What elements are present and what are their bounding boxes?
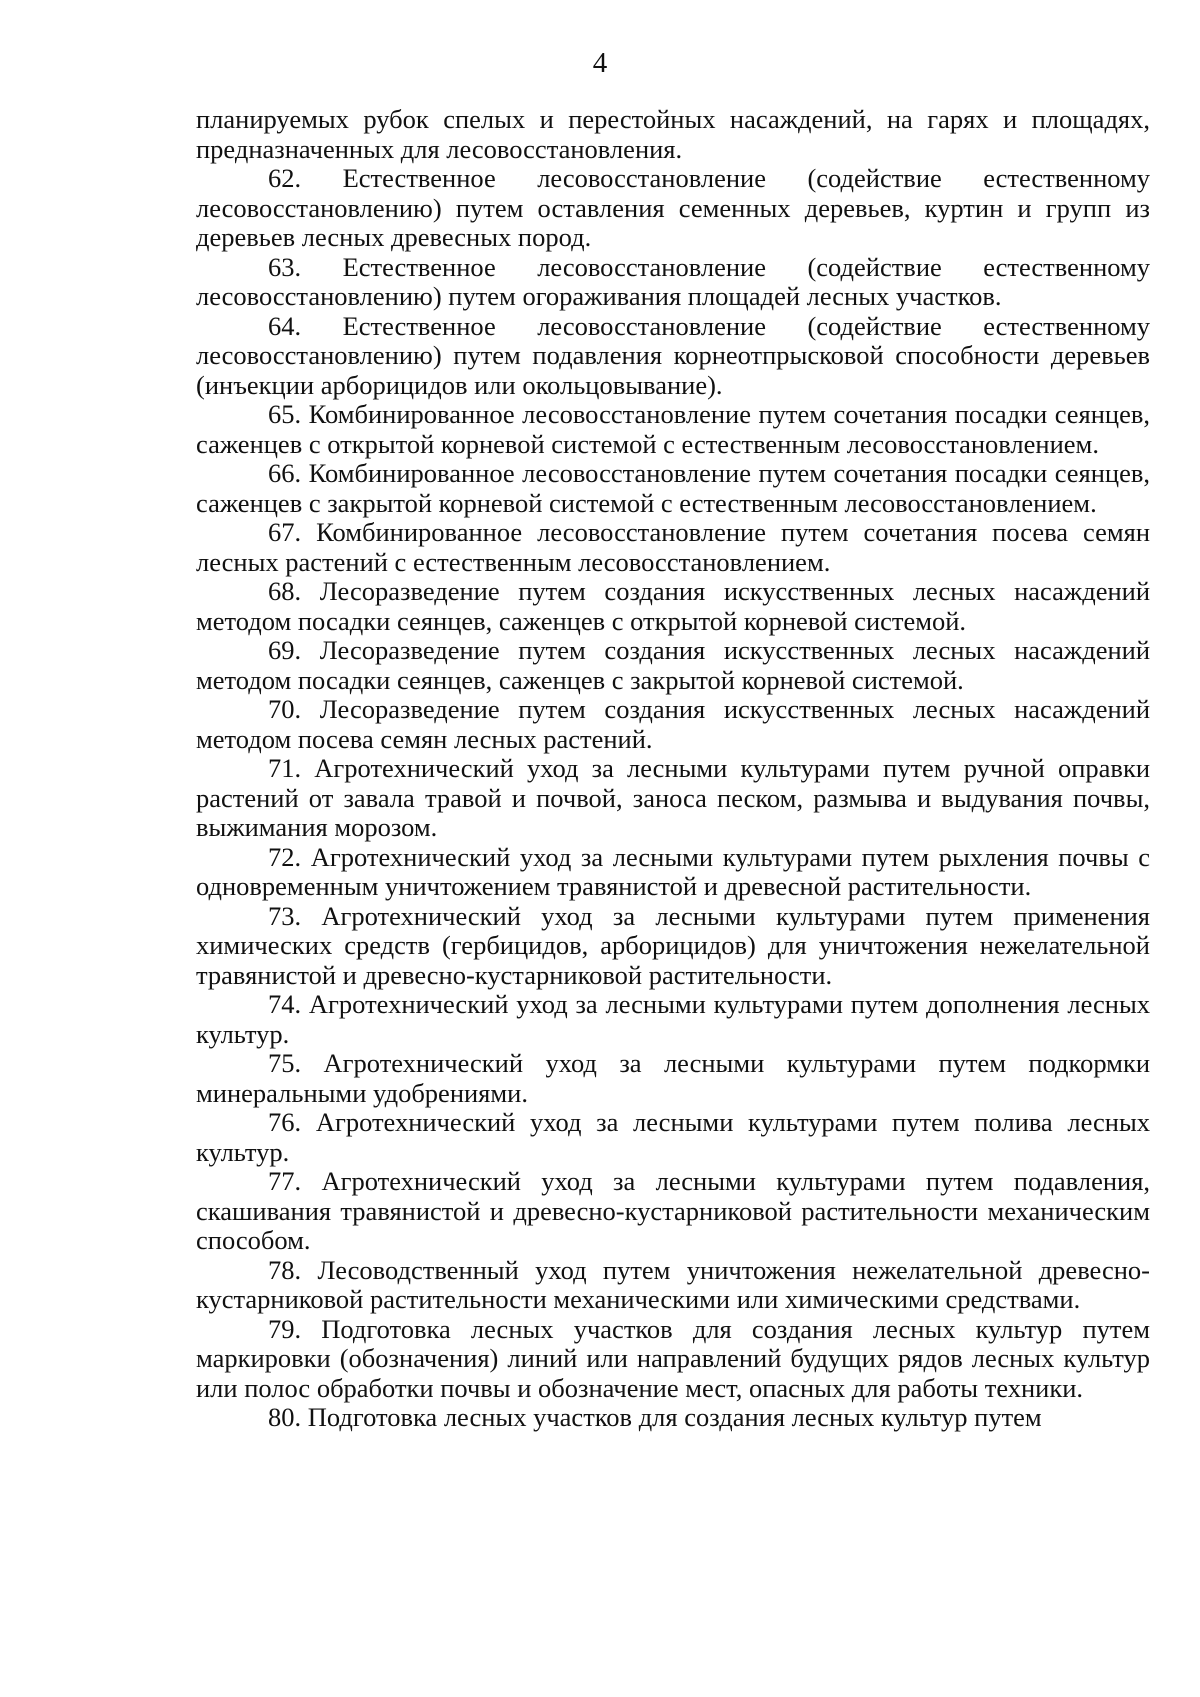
paragraph-text: Лесоразведение путем создания искусственных лесных насаждений методом посева семян лесных растений. [196, 694, 1150, 754]
paragraph-text: Агротехнический уход за лесными культурами путем применения химических средств (гербицидов, арборицидов) для уничтожения нежелательной травянистой и древесно-кустарниковой растительности. [196, 900, 1150, 990]
paragraph [196, 1256, 1150, 1315]
paragraph-text: Агротехнический уход за лесными культурами путем ручной оправки растений от завала травой и почвой, заноса песком, размыва и выдувания почвы, выжимания морозом. [196, 753, 1150, 842]
paragraph [196, 636, 1150, 695]
paragraph-number: 77. [268, 1166, 302, 1196]
paragraph-number: 64. [268, 310, 302, 341]
paragraph-number: 75. [268, 1048, 302, 1078]
paragraph-number: 70. [268, 694, 302, 724]
paragraph [196, 400, 1150, 459]
page-number: 4 [592, 47, 608, 79]
paragraph-text: Агротехнический уход за лесными культурами путем дополнения лесных культур. [196, 989, 1151, 1049]
paragraph-text: Естественное лесовосстановление (содействие естественному лесовосстановлению) путем подавления корнеотпрысковой способности деревьев (инъекции арборицидов или окольцовывание). [196, 310, 1151, 400]
paragraph-number: 79. [268, 1313, 302, 1344]
paragraph-text: Естественное лесовосстановление (содействие естественному лесовосстановлению) путем огораживания площадей лесных участков. [196, 251, 1151, 311]
paragraph-number: 78. [268, 1254, 302, 1285]
paragraph-text: Агротехнический уход за лесными культурами путем рыхления почвы с одновременным уничтожением травянистой и древесной растительности. [196, 841, 1151, 901]
paragraph-text: Комбинированное лесовосстановление путем сочетания посева семян лесных растений с естественным лесовосстановлением. [196, 517, 1151, 577]
document-body [196, 105, 1150, 1433]
paragraph-number: 69. [268, 635, 302, 665]
paragraph-text: Подготовка лесных участков для создания лесных культур путем маркировки (обозначения) линий или направлений будущих рядов лесных культур или полос обработки почвы и обозначение мест, опасных для работы техники. [196, 1313, 1150, 1403]
paragraph [196, 253, 1150, 312]
paragraph [196, 312, 1150, 401]
paragraph [196, 1315, 1150, 1404]
paragraph-number: 73. [268, 900, 302, 931]
paragraph-number: 68. [268, 576, 302, 606]
paragraph-number: 72. [268, 841, 302, 872]
paragraph [196, 754, 1150, 843]
paragraph-text: Агротехнический уход за лесными культурами путем подавления, скашивания травянистой и древесно-кустарниковой растительности механическим способом. [196, 1166, 1151, 1255]
paragraph [196, 459, 1150, 518]
paragraph [196, 1403, 1150, 1433]
paragraph-text: Лесоразведение путем создания искусственных лесных насаждений методом посадки сеянцев, саженцев с закрытой корневой системой. [196, 635, 1150, 695]
paragraph [196, 1049, 1150, 1108]
paragraph-text: Агротехнический уход за лесными культурами путем полива лесных культур. [196, 1107, 1151, 1167]
paragraph [196, 1108, 1150, 1167]
paragraph-number: 63. [268, 251, 302, 282]
paragraph-text: Подготовка лесных участков для создания лесных культур путем [307, 1402, 1042, 1432]
paragraph [196, 1167, 1150, 1256]
paragraph-text: Естественное лесовосстановление (содействие естественному лесовосстановлению) путем оставления семенных деревьев, куртин и групп из деревьев лесных древесных пород. [196, 163, 1151, 252]
paragraph-number: 71. [268, 753, 302, 783]
paragraph-number: 67. [268, 517, 302, 547]
paragraph [196, 105, 1150, 164]
paragraph-number: 65. [268, 399, 302, 429]
paragraph [196, 902, 1150, 991]
paragraph [196, 577, 1150, 636]
paragraph [196, 695, 1150, 754]
paragraph-number: 66. [268, 458, 302, 488]
paragraph [196, 990, 1150, 1049]
paragraph [196, 843, 1150, 902]
paragraph-number: 62. [268, 163, 302, 193]
paragraph [196, 164, 1150, 253]
paragraph-number: 80. [268, 1402, 302, 1432]
paragraph-text: Комбинированное лесовосстановление путем сочетания посадки сеянцев, саженцев с закрытой корневой системой с естественным лесовосстановлением. [196, 458, 1150, 518]
paragraph-number: 76. [268, 1107, 302, 1137]
paragraph-text: Комбинированное лесовосстановление путем сочетания посадки сеянцев, саженцев с открытой корневой системой с естественным лесовосстановлением. [196, 399, 1150, 459]
paragraph-text: Лесоразведение путем создания искусственных лесных насаждений методом посадки сеянцев, саженцев с открытой корневой системой. [196, 576, 1150, 636]
paragraph [196, 518, 1150, 577]
paragraph-text: планируемых рубок спелых и перестойных насаждений, на гарях и площадях, предназначенных для лесовосстановления. [196, 104, 1150, 164]
paragraph-text: Лесоводственный уход путем уничтожения нежелательной древесно-кустарниковой растительности механическими или химическими средствами. [196, 1254, 1150, 1314]
paragraph-text: Агротехнический уход за лесными культурами путем подкормки минеральными удобрениями. [196, 1048, 1150, 1108]
paragraph-number: 74. [268, 989, 302, 1019]
